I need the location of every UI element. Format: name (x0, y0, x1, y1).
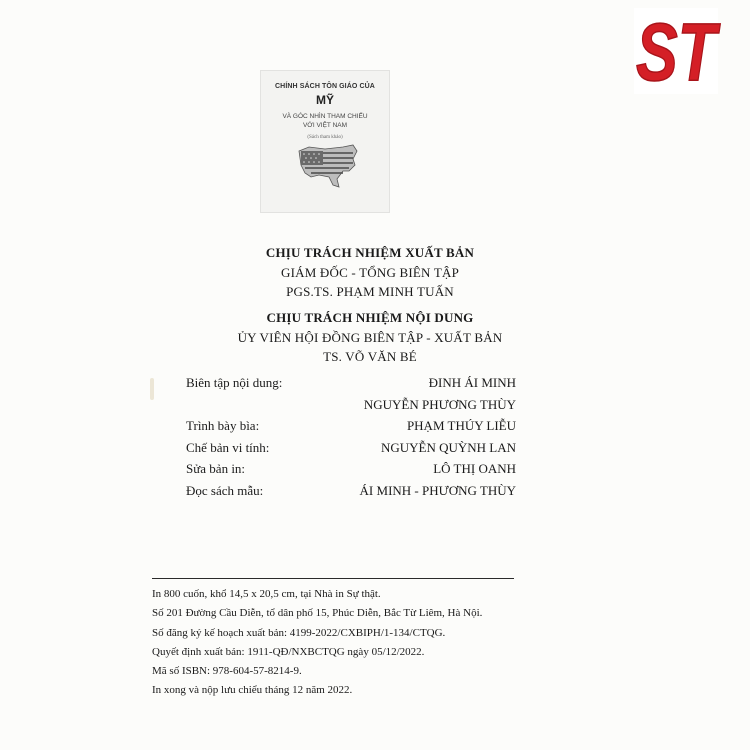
credit-label: Biên tập nội dung: (186, 375, 283, 390)
credit-value: LÔ THỊ OANH (433, 461, 516, 476)
cover-subtitle-line2: VỚI VIỆT NAM (302, 122, 348, 129)
credit-row (186, 375, 516, 397)
credit-row (186, 461, 516, 483)
credit-row (186, 397, 516, 419)
logo-text: ST (636, 7, 721, 98)
publishing-responsibility (180, 244, 560, 301)
imprint-divider (152, 578, 514, 579)
content-name: TS. VÕ VĂN BÉ (323, 349, 417, 364)
credit-label: Trình bày bìa: (186, 418, 260, 433)
publishing-name: PGS.TS. PHẠM MINH TUẤN (286, 284, 454, 299)
credit-value: PHẠM THÚY LIỄU (406, 418, 516, 433)
credit-row (186, 440, 516, 462)
credit-value: ÁI MINH - PHƯƠNG THÙY (359, 482, 516, 498)
cover-subtitle-line1: VÀ GÓC NHÌN THAM CHIẾU (282, 113, 368, 120)
cover-title-top: CHÍNH SÁCH TÔN GIÁO CỦA (275, 83, 375, 90)
credit-label: Chế bản vi tính: (186, 439, 270, 455)
cover-title-main: MỸ (316, 93, 334, 107)
imprint-line: Số đăng ký kế hoạch xuất bản: 4199-2022/CXBIPH/1-134/CTQG. (152, 626, 446, 639)
imprint-line: Quyết định xuất bản: 1911-QĐ/NXBCTQG ngày 05/12/2022. (152, 645, 425, 658)
content-responsibility (180, 309, 560, 366)
content-role: ỦY VIÊN HỘI ĐỒNG BIÊN TẬP - XUẤT BẢN (237, 330, 503, 345)
imprint-line: In xong và nộp lưu chiểu tháng 12 năm 2022. (152, 684, 353, 697)
imprint-line: Số 201 Đường Cầu Diễn, tổ dân phố 15, Phúc Diễn, Bắc Từ Liêm, Hà Nội. (152, 607, 483, 620)
publishing-heading: CHỊU TRÁCH NHIỆM XUẤT BẢN (265, 245, 475, 260)
credit-value: NGUYỄN QUỲNH LAN (380, 439, 516, 455)
st-logo (632, 6, 720, 96)
credit-label: Đọc sách mẫu: (186, 482, 264, 498)
imprint-line: In 800 cuốn, khổ 14,5 x 20,5 cm, tại Nhà in Sự thật. (152, 588, 381, 600)
publishing-role: GIÁM ĐỐC - TỔNG BIÊN TẬP (280, 265, 459, 280)
imprint-line: Mã số ISBN: 978-604-57-8214-9. (152, 665, 302, 678)
cover-note: (Sách tham khảo) (307, 135, 343, 140)
cover-thumbnail (260, 70, 390, 213)
cover-subtitle (261, 112, 389, 130)
credit-value: NGUYỄN PHƯƠNG THÙY (363, 396, 516, 412)
usa-map-flag-image (295, 141, 361, 191)
credits-list (186, 375, 516, 504)
imprint-block (152, 585, 572, 701)
credit-value: ĐINH ÁI MINH (428, 375, 516, 390)
credit-row (186, 483, 516, 505)
credit-label: Sửa bản in: (186, 461, 246, 476)
credit-row (186, 418, 516, 440)
paper-speck (150, 378, 154, 400)
content-heading: CHỊU TRÁCH NHIỆM NỘI DUNG (266, 310, 474, 325)
